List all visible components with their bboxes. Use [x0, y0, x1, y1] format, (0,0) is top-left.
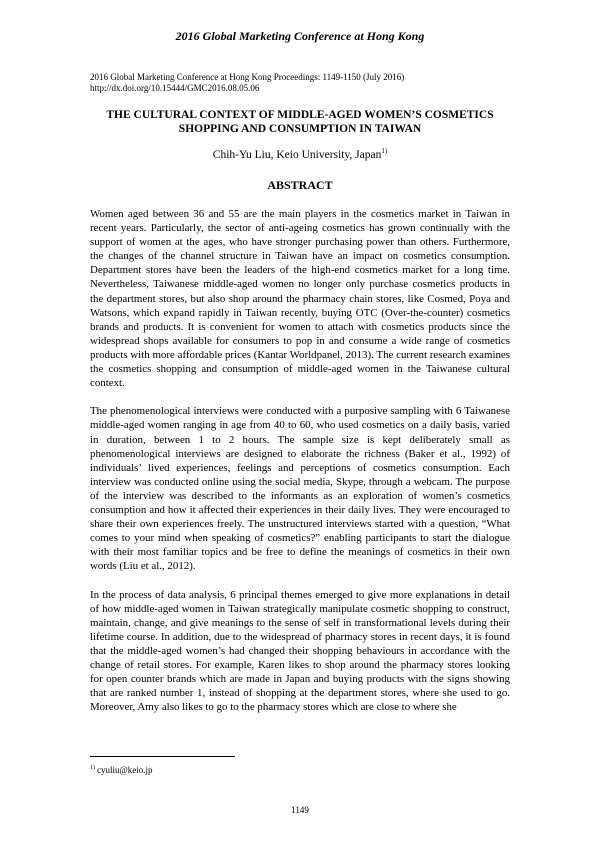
paragraph-1: Women aged between 36 and 55 are the main players in the cosmetics market in Taiwan in recent years. Particularly, the sector of anti-ageing cosmetics has grown continually with the support of women at the ages, who have stronger purchasing power than others. Furthermore, the changes of the channel structure in Taiwan have an impact on cosmetics consumption. Department stores have been the leaders of the high-end cosmetics market for a long time. Nevertheless, Taiwanese middle-aged women no longer only purchase cosmetics products in the department stores, but also shop around the pharmacy chain stores, like Cosmed, Poya and Watsons, which expand rapidly in Taiwan recently, buying OTC (Over-the-counter) cosmetics brands and products. It is convenient for women to attach with cosmetics products since the widespread shops available for consumers to pop in and consume a wide range of cosmetics products with more affordable prices (Kantar Worldpanel, 2013). The current research examines the cosmetics shopping and consumption of middle-aged women in the Taiwanese cultural context. — [90, 208, 510, 390]
title-line-2: SHOPPING AND CONSUMPTION IN TAIWAN — [178, 123, 422, 135]
title-line-1: THE CULTURAL CONTEXT OF MIDDLE-AGED WOMEN’S COSMETICS — [106, 109, 494, 121]
paper-title — [70, 108, 530, 136]
abstract-heading: ABSTRACT — [267, 178, 333, 192]
proceedings-info — [90, 72, 510, 94]
doi-link[interactable]: http://dx.doi.org/10.15444/GMC2016.08.05.06 — [90, 83, 260, 93]
abstract-body — [90, 207, 510, 728]
paragraph-3: In the process of data analysis, 6 principal themes emerged to give more explanations in detail of how middle-aged women in Taiwan strategically manipulate cosmetic shopping to construct, maintain, change, and give meanings to the sense of self in transformational levels during their lifetime course. In addition, due to the widespread of pharmacy stores in recent days, it is found that the middle-aged women’s had changed their shopping behaviours in accordance with the change of retail stores. For example, Karen likes to shop around the pharmacy stores looking for open counter brands which are made in Japan and buying products with the signs showing that are ranked number 1, instead of shopping at the department stores, where she used to go. Moreover, Amy also likes to go to the pharmacy stores which are close to where she — [90, 588, 510, 714]
page-number: 1149 — [291, 805, 309, 815]
proceedings-citation: 2016 Global Marketing Conference at Hong Kong Proceedings: 1149-1150 (July 2016) — [90, 72, 405, 82]
author-footnote-marker: 1) — [381, 147, 388, 155]
paragraph-2: The phenomenological interviews were conducted with a purposive sampling with 6 Taiwanese middle-aged women ranging in age from 40 to 60, who used cosmetics on a daily basis, varied in duration, between 1 to 2 hours. The sample size is kept deliberately small as phenomenological interviews are designed to elaborate the richness (Baker et al., 1992) of individuals’ lived experiences, feelings and perceptions of cosmetics consumption. Each interview was conducted online using the social media, Skype, through a webcam. The purpose of the interview was described to the informants as an exploration of women’s cosmetics consumption and how it affected their experiences in their daily lives. They were encouraged to share their own experiences freely. The unstructured interviews started with a question, “What comes to your mind when speaking of cosmetics?” enabling participants to start the dialogue with their most familiar topics and be free to define the meanings of cosmetics in their own words (Liu et al., 2012). — [90, 405, 510, 573]
footnote-divider — [90, 756, 235, 757]
footnote-email[interactable]: cyuliu@keio.jp — [97, 765, 153, 775]
author-line — [0, 149, 600, 161]
footnote-marker: 1) — [90, 765, 95, 771]
running-header: 2016 Global Marketing Conference at Hong Kong — [175, 29, 425, 43]
footnote — [90, 765, 153, 775]
author-name-affiliation: Chih-Yu Liu, Keio University, Japan — [212, 149, 382, 161]
